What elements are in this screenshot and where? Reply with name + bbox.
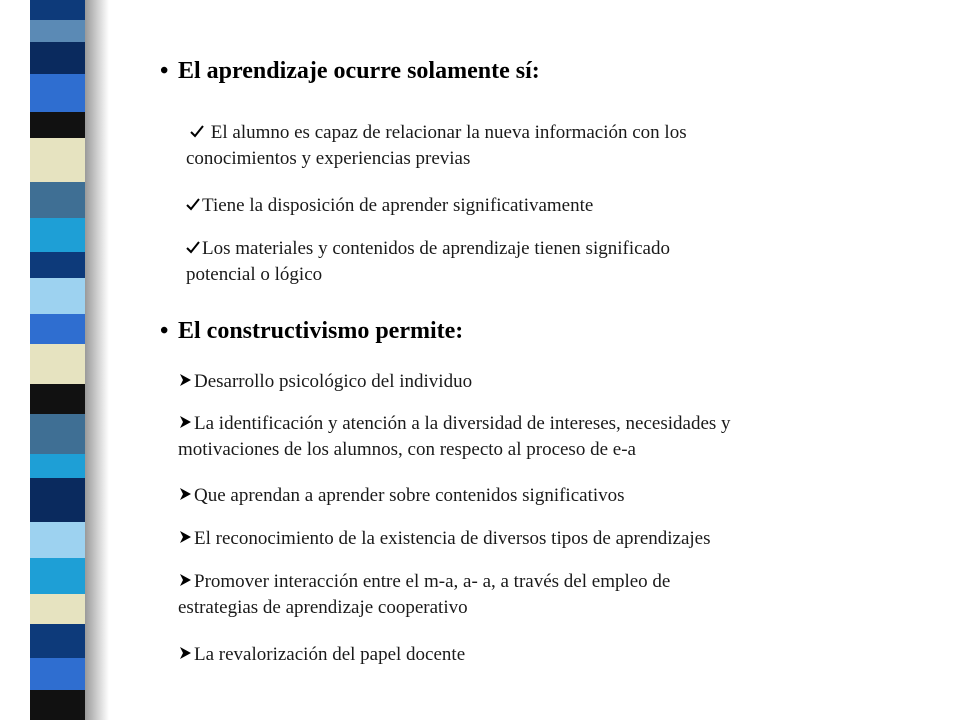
list-item: Los materiales y contenidos de aprendizaje tienen significado potencial o lógico	[186, 238, 670, 285]
checkmark-icon	[186, 197, 200, 211]
list-item: El alumno es capaz de relacionar la nueva información con los conocimientos y experiencias previas	[186, 122, 687, 169]
list-item: Desarrollo psicológico del individuo	[178, 369, 472, 395]
arrowhead-icon	[178, 415, 192, 429]
arrowhead-icon	[178, 373, 192, 387]
section2-heading: • El constructivismo permite:	[160, 318, 464, 344]
checkmark-icon	[190, 124, 204, 138]
section1-heading: • El aprendizaje ocurre solamente sí:	[160, 58, 540, 84]
section1-heading-text: El aprendizaje ocurre solamente sí:	[178, 58, 540, 84]
list-item: La identificación y atención a la diversidad de intereses, necesidades y motivaciones de los alumnos, con respecto al proceso de e-a	[178, 413, 731, 460]
stripe-shadow	[85, 0, 109, 720]
section2-heading-text: El constructivismo permite:	[178, 318, 464, 344]
decorative-stripe	[30, 0, 85, 720]
list-item: Que aprendan a aprender sobre contenidos significativos	[178, 483, 625, 509]
list-item: La revalorización del papel docente	[178, 642, 465, 668]
arrowhead-icon	[178, 530, 192, 544]
list-item: El reconocimiento de la existencia de diversos tipos de aprendizajes	[178, 526, 711, 552]
arrowhead-icon	[178, 646, 192, 660]
arrowhead-icon	[178, 573, 192, 587]
arrowhead-icon	[178, 487, 192, 501]
list-item: Promover interacción entre el m-a, a- a, a través del empleo de estrategias de aprendizaje cooperativo	[178, 571, 671, 618]
list-item: Tiene la disposición de aprender significativamente	[186, 193, 593, 219]
checkmark-icon	[186, 240, 200, 254]
